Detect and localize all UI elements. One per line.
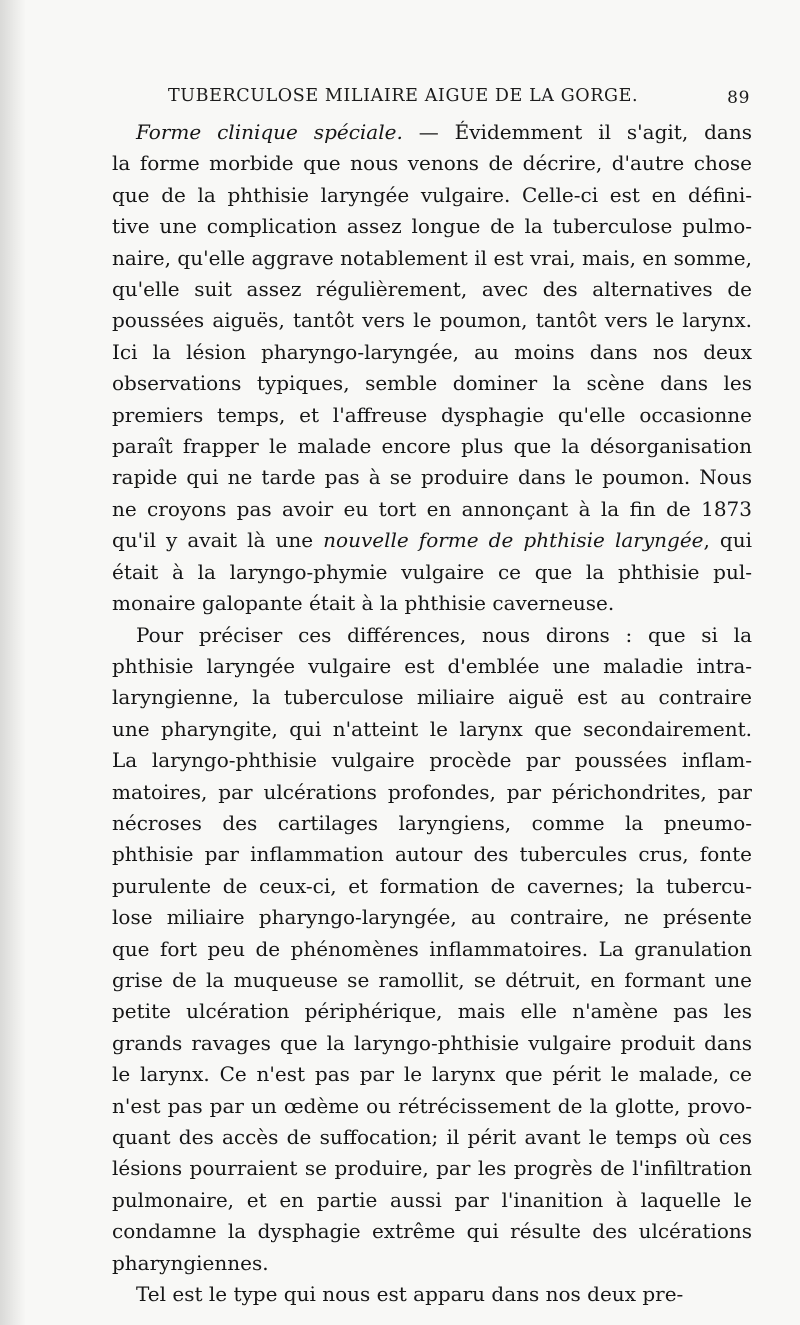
text-line — [112, 1185, 752, 1216]
text-line — [112, 1059, 752, 1090]
text-run: grise de la muqueuse se ramollit, se détruit, en formant une — [112, 967, 752, 992]
text-line — [112, 1122, 752, 1153]
text-run: pharyngiennes. — [112, 1250, 269, 1275]
text-line — [112, 839, 752, 870]
text-line — [112, 211, 752, 242]
text-line — [112, 714, 752, 745]
text-line — [112, 1153, 752, 1184]
text-line — [112, 1028, 752, 1059]
italic-phrase: Forme clinique spéciale. — [136, 120, 403, 144]
text-line — [112, 808, 752, 839]
text-run: lésions pourraient se produire, par les progrès de l'infiltration — [112, 1156, 752, 1181]
text-run: Tel est le type qui nous est apparu dans nos deux pre- — [136, 1282, 684, 1307]
text-run: lose miliaire pharyngo-laryngée, au contraire, ne présente — [112, 905, 752, 930]
text-line — [112, 305, 752, 336]
text-run: Pour préciser ces différences, nous dirons : que si la — [136, 622, 752, 647]
text-run: monaire galopante était à la phthisie caverneuse. — [112, 591, 615, 616]
text-run: petite ulcération périphérique, mais elle n'amène pas les — [112, 999, 752, 1024]
paragraph — [112, 117, 752, 620]
text-line — [112, 1091, 752, 1122]
text-run: qu'il y avait là une — [112, 528, 324, 553]
paragraph — [112, 1279, 752, 1310]
text-line — [112, 777, 752, 808]
page-header — [168, 86, 750, 112]
text-line — [112, 494, 752, 525]
text-line — [112, 934, 752, 965]
text-line — [112, 588, 752, 619]
text-line — [112, 871, 752, 902]
page-number: 89 — [727, 88, 750, 108]
text-line — [112, 745, 752, 776]
text-line — [112, 274, 752, 305]
text-run: que de la phthisie laryngée vulgaire. Celle-ci est en défini- — [112, 182, 752, 207]
text-line — [112, 337, 752, 368]
text-line — [112, 557, 752, 588]
text-run: grands ravages que la laryngo-phthisie vulgaire produit dans — [112, 1030, 752, 1055]
text-run: condamne la dysphagie extrême qui résulte des ulcérations — [112, 1219, 752, 1244]
text-run: phthisie laryngée vulgaire est d'emblée une maladie intra- — [112, 653, 752, 678]
text-line — [112, 368, 752, 399]
text-run: rapide qui ne tarde pas à se produire dans le poumon. Nous — [112, 465, 752, 490]
text-run: Ici la lésion pharyngo-laryngée, au moins dans nos deux — [112, 339, 752, 364]
text-run: matoires, par ulcérations profondes, par périchondrites, par — [112, 779, 752, 804]
text-run: — Évidemment il s'agit, dans — [402, 120, 752, 144]
text-run: observations typiques, semble dominer la scène dans les — [112, 371, 752, 396]
text-run: n'est pas par un œdème ou rétrécissement de la glotte, provo- — [112, 1093, 752, 1118]
text-run: la forme morbide que nous venons de décrire, d'autre chose — [112, 151, 752, 176]
text-run: paraît frapper le malade encore plus que la désorganisation — [112, 434, 752, 459]
text-line — [112, 117, 752, 148]
running-title: TUBERCULOSE MILIAIRE AIGUE DE LA GORGE. — [168, 86, 639, 106]
text-line — [112, 400, 752, 431]
italic-phrase: nouvelle forme de phthisie laryngée — [323, 528, 704, 553]
text-run: pulmonaire, et en partie aussi par l'inanition à laquelle le — [112, 1187, 752, 1212]
text-run: naire, qu'elle aggrave notablement il est vrai, mais, en somme, — [112, 245, 752, 270]
text-line — [112, 1216, 752, 1247]
text-line — [112, 431, 752, 462]
text-run: quant des accès de suffocation; il périt avant le temps où ces — [112, 1125, 752, 1149]
text-run: poussées aiguës, tantôt vers le poumon, tantôt vers le larynx. — [112, 308, 752, 333]
text-run: phthisie par inflammation autour des tubercules crus, fonte — [112, 842, 752, 867]
text-run: ne croyons pas avoir eu tort en annonçant à la fin de 1873 — [112, 496, 752, 521]
text-run: nécroses des cartilages laryngiens, comme la pneumo- — [112, 810, 752, 835]
text-line — [112, 620, 752, 651]
text-line — [112, 1279, 752, 1310]
text-line — [112, 462, 752, 493]
text-line — [112, 996, 752, 1027]
text-run: que fort peu de phénomènes inflammatoires. La granulation — [112, 936, 752, 961]
text-run: purulente de ceux-ci, et formation de cavernes; la tubercu- — [112, 873, 752, 898]
text-line — [112, 148, 752, 179]
text-run: premiers temps, et l'affreuse dysphagie qu'elle occasionne — [112, 402, 752, 427]
text-line — [112, 965, 752, 996]
text-run: était à la laryngo-phymie vulgaire ce que la phthisie pul- — [112, 559, 752, 584]
text-line — [112, 180, 752, 211]
text-run: qu'elle suit assez régulièrement, avec des alternatives de — [112, 277, 752, 302]
text-line — [112, 902, 752, 933]
paragraph — [112, 620, 752, 1280]
text-line — [112, 243, 752, 274]
page-gutter-shadow — [0, 0, 26, 1325]
text-run: La laryngo-phthisie vulgaire procède par poussées inflam- — [112, 748, 752, 773]
text-run: laryngienne, la tuberculose miliaire aiguë est au contraire — [112, 685, 752, 710]
text-line — [112, 682, 752, 713]
text-line — [112, 525, 752, 556]
text-run: une pharyngite, qui n'atteint le larynx que secondairement. — [112, 716, 752, 741]
text-run: le larynx. Ce n'est pas par le larynx que périt le malade, ce — [112, 1062, 752, 1087]
text-line — [112, 1248, 752, 1279]
body-text — [112, 117, 752, 1310]
text-run: tive une complication assez longue de la tuberculose pulmo- — [112, 214, 752, 239]
text-run: , qui — [703, 528, 752, 553]
text-line — [112, 651, 752, 682]
